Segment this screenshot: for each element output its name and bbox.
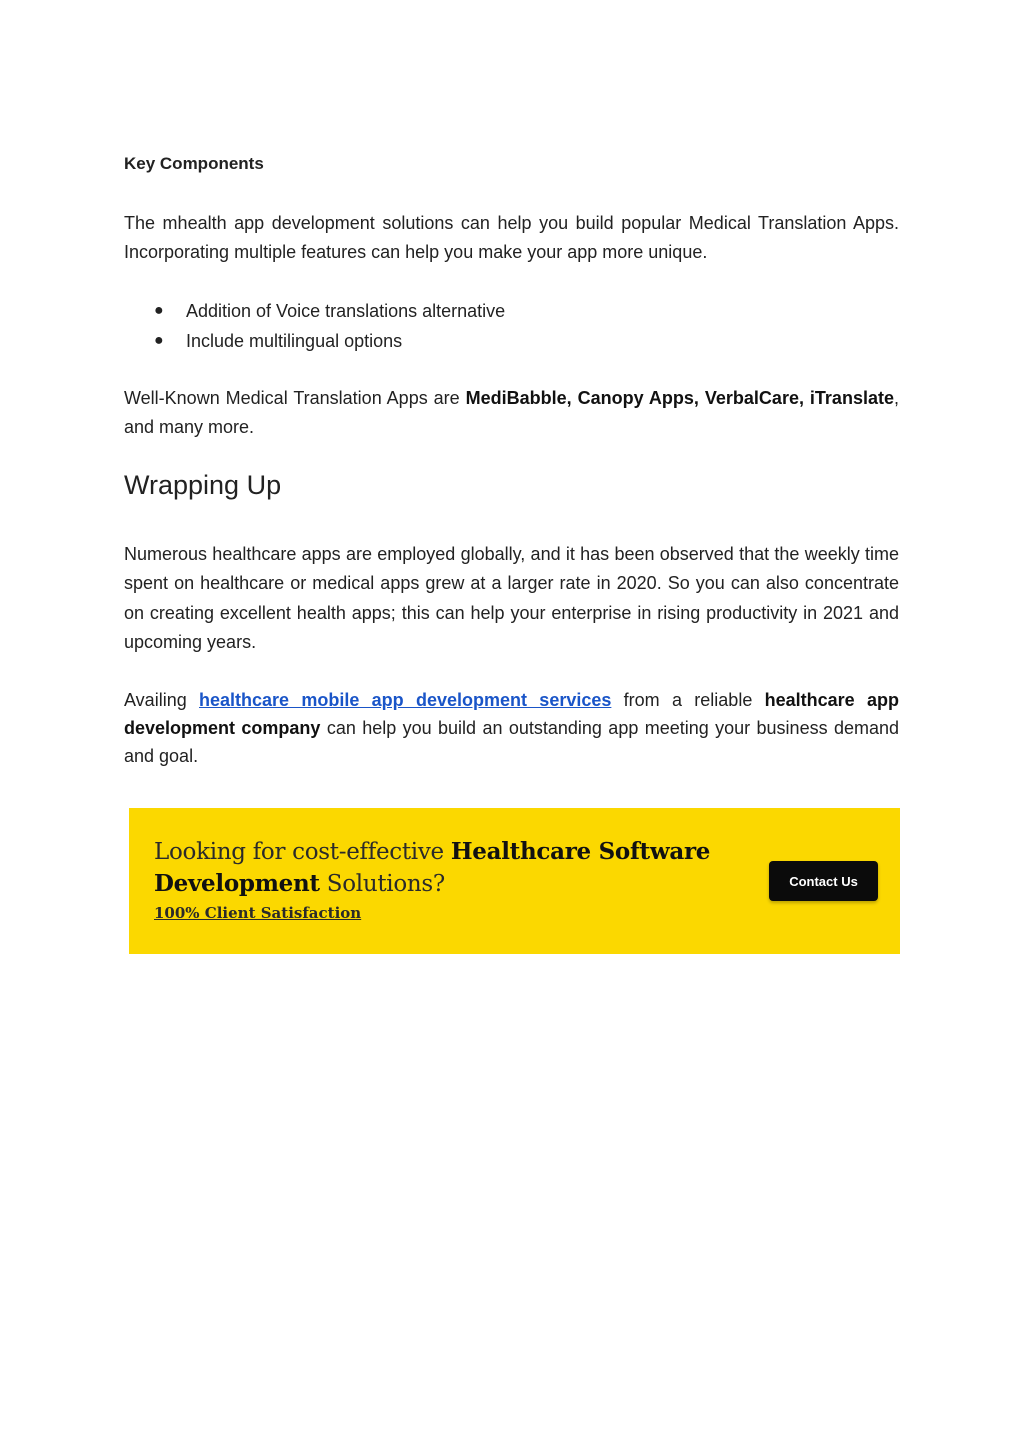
list-item-text: Addition of Voice translations alternative <box>186 301 506 321</box>
availing-paragraph <box>124 686 899 770</box>
bullet-icon: ● <box>154 302 164 319</box>
intro-paragraph: The mhealth app development solutions can help you build popular Medical Translation Apps. Incorporating multiple features can help you make your app more unique. <box>124 213 899 262</box>
services-link[interactable]: healthcare mobile app development services <box>199 690 612 710</box>
banner-heading-end: Solutions? <box>319 871 445 897</box>
known-apps-suffix: , and many more. <box>124 388 899 437</box>
contact-us-button[interactable]: Contact Us <box>769 861 878 901</box>
key-components-heading: Key Components <box>124 154 264 173</box>
bullet-icon: ● <box>154 332 164 349</box>
banner-heading <box>154 836 764 900</box>
wrapping-up-paragraph: Numerous healthcare apps are employed globally, and it has been observed that the weekly time spent on healthcare or medical apps grew at a larger rate in 2020. So you can also concentrate on creating excellent health apps; this can help your enterprise in rising productivity in 2021 and upcoming years. <box>124 544 899 652</box>
banner-heading-bold: Healthcare Software <box>450 838 711 865</box>
known-apps-prefix: Well-Known Medical Translation Apps are <box>124 388 466 408</box>
availing-suffix: can help you build an outstanding app meeting your business demand and goal. <box>124 718 900 766</box>
banner-heading-normal: Looking for cost-effective <box>154 839 451 865</box>
feature-list <box>124 296 899 356</box>
list-item <box>124 326 899 356</box>
list-item-text: Include multilingual options <box>186 331 403 351</box>
banner-subtext: 100% Client Satisfaction <box>154 904 362 922</box>
list-item <box>124 296 899 326</box>
company-bold-text: healthcare app development company <box>124 690 899 738</box>
wrapping-up-heading: Wrapping Up <box>124 470 282 500</box>
availing-middle: from a reliable <box>611 690 765 710</box>
banner-heading-bold-2: Development <box>154 870 320 897</box>
known-apps-names: MediBabble, Canopy Apps, VerbalCare, iTranslate <box>465 388 894 408</box>
known-apps-paragraph <box>124 384 899 442</box>
availing-prefix: Availing <box>124 690 200 710</box>
promo-banner[interactable] <box>129 808 900 954</box>
